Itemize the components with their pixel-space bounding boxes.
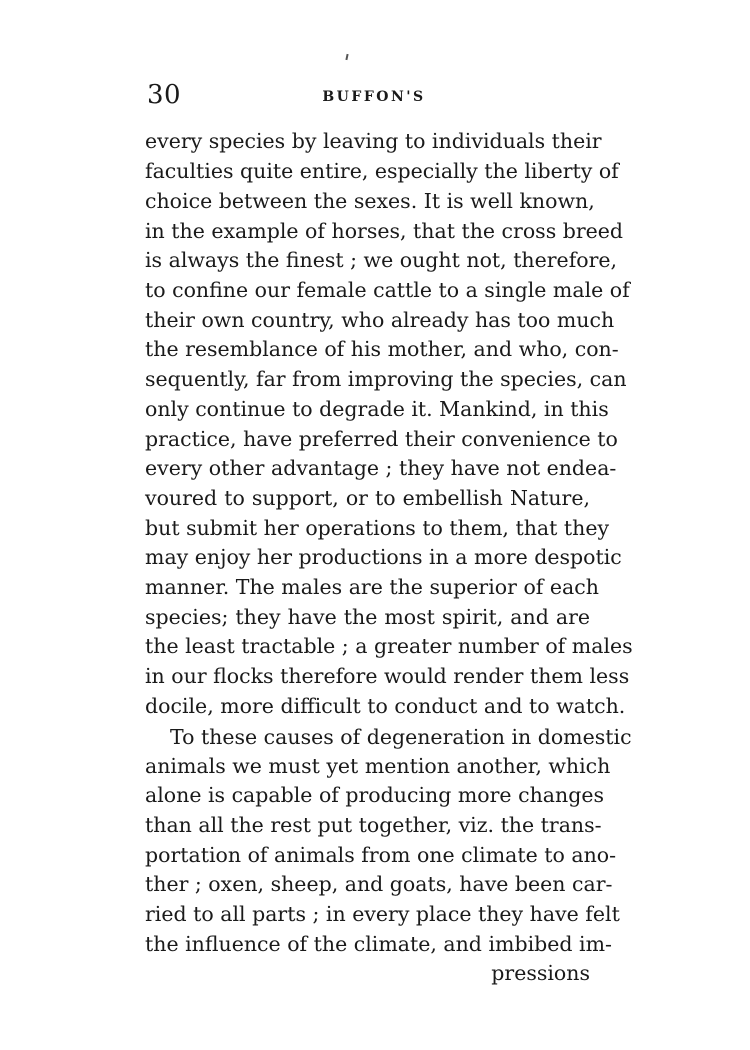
text-line: than all the rest put together, viz. the trans- <box>145 813 602 837</box>
text-line: but submit her operations to them, that they <box>145 516 610 540</box>
text-line: the resemblance of his mother, and who, con- <box>145 337 619 361</box>
text-line: To these causes of degeneration in domestic <box>170 725 632 749</box>
text-line: in the example of horses, that the cross breed <box>145 219 624 243</box>
text-line: ried to all parts ; in every place they have felt <box>145 902 620 926</box>
text-line: may enjoy her productions in a more despotic <box>145 545 622 569</box>
text-line: is always the finest ; we ought not, therefore, <box>145 248 618 272</box>
text-line: voured to support, or to embellish Nature, <box>145 486 590 510</box>
text-line: their own country, who already has too much <box>145 308 615 332</box>
text-line: the influence of the climate, and imbibed im- <box>145 932 612 956</box>
page-number: 30 <box>147 80 182 110</box>
ink-speck <box>345 54 348 60</box>
text-line: faculties quite entire, especially the liberty of <box>145 159 619 183</box>
catchword: pressions <box>491 961 590 985</box>
text-line: animals we must yet mention another, which <box>145 754 611 778</box>
text-line: docile, more difficult to conduct and to watch. <box>145 694 626 718</box>
text-line: every other advantage ; they have not endea- <box>145 456 617 480</box>
text-line: ther ; oxen, sheep, and goats, have been car- <box>145 872 613 896</box>
text-line: every species by leaving to individuals their <box>145 129 602 153</box>
text-line: in our flocks therefore would render them less <box>145 664 630 688</box>
text-line: species; they have the most spirit, and are <box>145 605 590 629</box>
text-line: sequently, far from improving the species, can <box>145 367 627 391</box>
text-line: alone is capable of producing more changes <box>145 783 604 807</box>
running-head: BUFFON'S <box>322 89 426 105</box>
text-line: the least tractable ; a greater number of males <box>145 634 633 658</box>
text-line: manner. The males are the superior of each <box>145 575 599 599</box>
text-line: only continue to degrade it. Mankind, in this <box>145 397 609 421</box>
text-line: practice, have preferred their convenience to <box>145 427 618 451</box>
text-line: portation of animals from one climate to ano- <box>145 843 617 867</box>
text-line: choice between the sexes. It is well known, <box>145 189 595 213</box>
text-line: to confine our female cattle to a single male of <box>145 278 630 302</box>
